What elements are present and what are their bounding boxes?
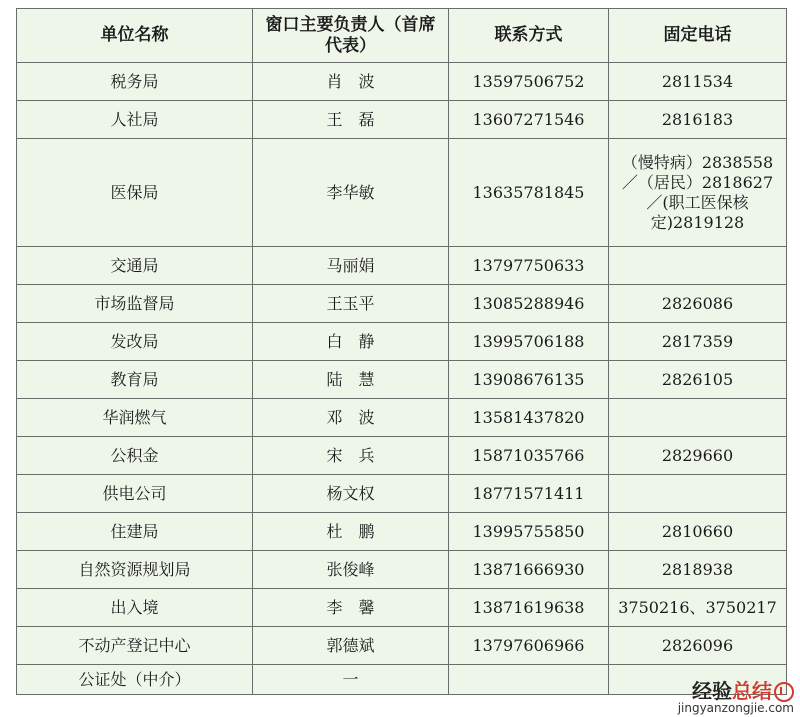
phone-cell: 2811534 — [609, 63, 787, 101]
header-unit: 单位名称 — [17, 9, 253, 63]
contact-table — [16, 8, 787, 695]
unit-cell: 公证处（中介） — [17, 665, 253, 695]
mobile-cell: 13797750633 — [449, 247, 609, 285]
unit-cell: 自然资源规划局 — [17, 551, 253, 589]
person-cell: 郭德斌 — [253, 627, 449, 665]
table-row — [17, 437, 787, 475]
mobile-cell: 13995755850 — [449, 513, 609, 551]
watermark-text-red: 总结 — [732, 678, 772, 703]
unit-cell: 教育局 — [17, 361, 253, 399]
phone-cell: 2817359 — [609, 323, 787, 361]
mobile-cell: 13581437820 — [449, 399, 609, 437]
mobile-cell: 13995706188 — [449, 323, 609, 361]
person-cell: 马丽娟 — [253, 247, 449, 285]
phone-cell — [609, 247, 787, 285]
mobile-cell: 13797606966 — [449, 627, 609, 665]
mobile-cell: 18771571411 — [449, 475, 609, 513]
phone-cell: 2829660 — [609, 437, 787, 475]
person-cell: 张俊峰 — [253, 551, 449, 589]
phone-cell: 2818938 — [609, 551, 787, 589]
phone-cell: 3750216、3750217 — [609, 589, 787, 627]
phone-cell: （慢特病）2838558／（居民）2818627／(职工医保核定)2819128 — [609, 139, 787, 247]
mobile-cell: 13871666930 — [449, 551, 609, 589]
mobile-cell: 13607271546 — [449, 101, 609, 139]
unit-cell: 人社局 — [17, 101, 253, 139]
table-row — [17, 63, 787, 101]
phone-cell: 2826096 — [609, 627, 787, 665]
table-row — [17, 589, 787, 627]
table-row — [17, 139, 787, 247]
table-row — [17, 323, 787, 361]
table-row — [17, 475, 787, 513]
phone-cell — [609, 399, 787, 437]
unit-cell: 公积金 — [17, 437, 253, 475]
phone-cell: 2816183 — [609, 101, 787, 139]
table-row — [17, 247, 787, 285]
unit-cell: 华润燃气 — [17, 399, 253, 437]
person-cell: 李 馨 — [253, 589, 449, 627]
table-row — [17, 665, 787, 695]
unit-cell: 医保局 — [17, 139, 253, 247]
watermark-text-black: 经验 — [692, 678, 732, 703]
person-cell: 宋 兵 — [253, 437, 449, 475]
header-mobile: 联系方式 — [449, 9, 609, 63]
person-cell: 肖 波 — [253, 63, 449, 101]
unit-cell: 出入境 — [17, 589, 253, 627]
header-phone: 固定电话 — [609, 9, 787, 63]
unit-cell: 交通局 — [17, 247, 253, 285]
unit-cell: 不动产登记中心 — [17, 627, 253, 665]
person-cell: 白 静 — [253, 323, 449, 361]
watermark-url: jingyanzongjie.com — [677, 701, 794, 715]
site-watermark — [678, 680, 794, 716]
table-row — [17, 513, 787, 551]
table-row — [17, 627, 787, 665]
mobile-cell: 13871619638 — [449, 589, 609, 627]
table-row — [17, 551, 787, 589]
person-cell: 一 — [253, 665, 449, 695]
unit-cell: 住建局 — [17, 513, 253, 551]
person-cell: 李华敏 — [253, 139, 449, 247]
unit-cell: 发改局 — [17, 323, 253, 361]
person-cell: 王 磊 — [253, 101, 449, 139]
table-row — [17, 101, 787, 139]
header-person: 窗口主要负责人（首席代表） — [253, 9, 449, 63]
table-row — [17, 399, 787, 437]
mobile-cell: 13635781845 — [449, 139, 609, 247]
person-cell: 邓 波 — [253, 399, 449, 437]
unit-cell: 市场监督局 — [17, 285, 253, 323]
person-cell: 杜 鹏 — [253, 513, 449, 551]
table-row — [17, 361, 787, 399]
unit-cell: 供电公司 — [17, 475, 253, 513]
mobile-cell — [449, 665, 609, 695]
phone-cell — [609, 475, 787, 513]
unit-cell: 税务局 — [17, 63, 253, 101]
mobile-cell: 13085288946 — [449, 285, 609, 323]
mobile-cell: 13597506752 — [449, 63, 609, 101]
phone-cell: 2810660 — [609, 513, 787, 551]
person-cell: 杨文权 — [253, 475, 449, 513]
phone-cell: 2826086 — [609, 285, 787, 323]
phone-cell: 2826105 — [609, 361, 787, 399]
table-row — [17, 285, 787, 323]
watermark-logo — [678, 680, 794, 703]
watermark-logo-icon — [774, 682, 794, 702]
mobile-cell: 15871035766 — [449, 437, 609, 475]
mobile-cell: 13908676135 — [449, 361, 609, 399]
header-row — [17, 9, 787, 63]
person-cell: 陆 慧 — [253, 361, 449, 399]
person-cell: 王玉平 — [253, 285, 449, 323]
